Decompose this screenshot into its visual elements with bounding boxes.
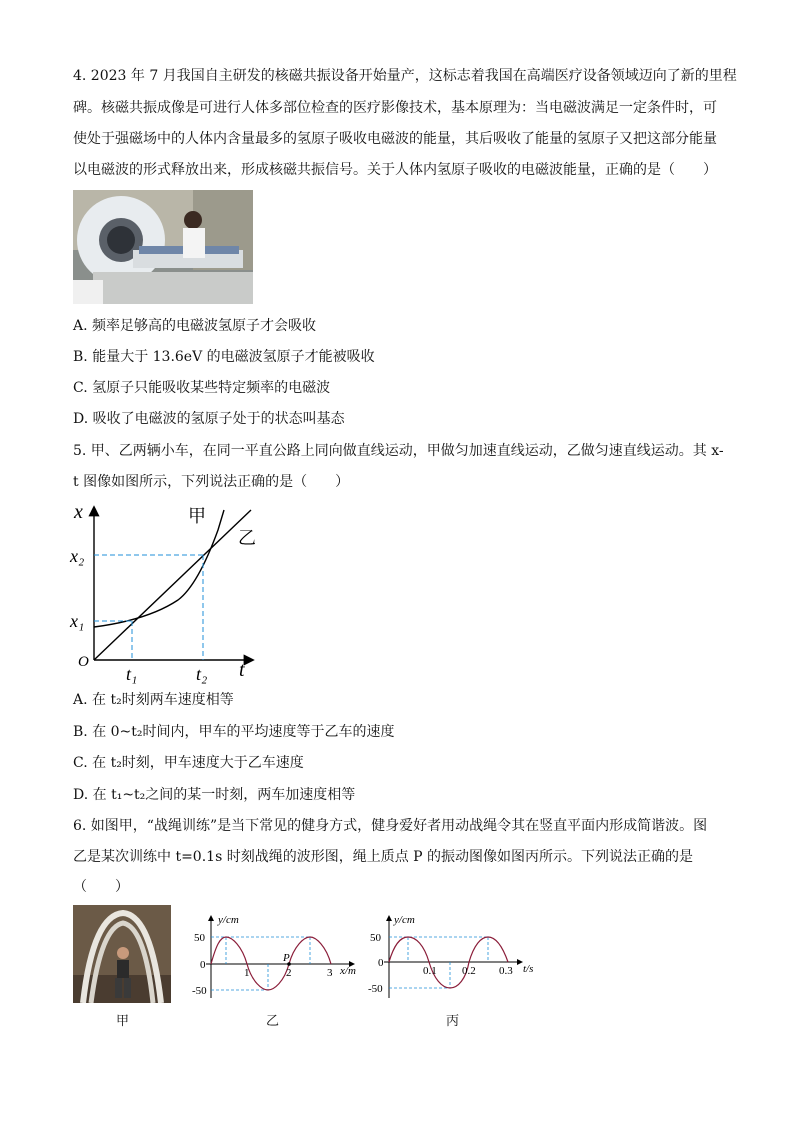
- q6-line-1: 6. 如图甲，“战绳训练”是当下常见的健身方式，健身爱好者用动战绳令其在竖直平面内形成简谐波。图: [73, 818, 708, 834]
- tick-t1: t₁: [126, 664, 138, 684]
- tick-x2: x₂: [70, 546, 85, 566]
- q4-option-a: A. 频率足够高的电磁波氢原子才会吸收: [73, 318, 317, 334]
- wave-tick-50: 50: [194, 932, 205, 944]
- vib-tick-neg50: -50: [368, 983, 383, 995]
- vibration-graph: [368, 910, 540, 1002]
- wave-tick-3: 3: [327, 967, 333, 979]
- q5-line-2: t 图像如图所示，下列说法正确的是（ ）: [73, 474, 350, 490]
- q4-line-3: 使处于强磁场中的人体内含量最多的氢原子吸收电磁波的能量，其后吸收了能量的氢原子又把这部分能量: [73, 131, 717, 147]
- vib-tick-02: 0.2: [462, 965, 476, 977]
- wave-tick-neg50: -50: [192, 985, 207, 997]
- wave-tick-2: 2: [286, 967, 292, 979]
- q5-option-a: A. 在 t₂时刻两车速度相等: [73, 692, 234, 708]
- wave-graph: [192, 910, 362, 1002]
- vib-tick-01: 0.1: [423, 965, 437, 977]
- x-axis-label: t: [239, 659, 245, 681]
- label-jia: 甲: [188, 506, 206, 526]
- vib-tick-50: 50: [370, 932, 381, 944]
- tick-x1: x₁: [70, 611, 85, 631]
- label-yi: 乙: [238, 528, 256, 548]
- q6-line-2: 乙是某次训练中 t=0.1s 时刻战绳的波形图，绳上质点 P 的振动图像如图丙所示。下列说法正确的是: [73, 849, 694, 865]
- q4-line-4: 以电磁波的形式释放出来，形成核磁共振信号。关于人体内氢原子吸收的电磁波能量，正确的是（ ）: [73, 162, 717, 178]
- tick-t2: t₂: [196, 664, 208, 684]
- q5-option-c: C. 在 t₂时刻，甲车速度大于乙车速度: [73, 755, 304, 771]
- q5-option-d: D. 在 t₁~t₂之间的某一时刻，两车加速度相等: [73, 787, 356, 803]
- wave-point-label: P: [283, 952, 290, 964]
- origin-label: O: [78, 654, 89, 670]
- vib-y-label: y/cm: [394, 914, 415, 926]
- wave-tick-0: 0: [200, 959, 206, 971]
- vib-tick-03: 0.3: [499, 965, 513, 977]
- y-axis-label: x: [74, 501, 83, 523]
- q4-option-c: C. 氢原子只能吸收某些特定频率的电磁波: [73, 380, 331, 396]
- q4-option-d: D. 吸收了电磁波的氢原子处于的状态叫基态: [73, 411, 345, 427]
- q5-option-b: B. 在 0~t₂时间内，甲车的平均速度等于乙车的速度: [73, 724, 395, 740]
- xt-graph: [68, 500, 268, 690]
- q6-line-3: （ ）: [73, 879, 129, 895]
- q5-line-1: 5. 甲、乙两辆小车，在同一平直公路上同向做直线运动，甲做匀加速直线运动，乙做匀速直线运动。其 x-: [73, 443, 724, 459]
- vib-tick-0: 0: [378, 957, 384, 969]
- mri-photo: [73, 190, 253, 304]
- caption-jia: 甲: [116, 1014, 130, 1029]
- q4-line-2: 碑。核磁共振成像是可进行人体多部位检查的医疗影像技术，基本原理为：当电磁波满足一定条件时，可: [73, 100, 717, 116]
- wave-tick-1: 1: [244, 967, 250, 979]
- wave-x-label: x/m: [340, 965, 356, 977]
- vib-x-label: t/s: [523, 963, 534, 975]
- q4-option-b: B. 能量大于 13.6eV 的电磁波氢原子才能被吸收: [73, 349, 375, 365]
- q4-line-1: 4. 2023 年 7 月我国自主研发的核磁共振设备开始量产，这标志着我国在高端医疗设备领域迈向了新的里程: [73, 68, 737, 84]
- battle-rope-photo: [73, 905, 171, 1003]
- caption-yi: 乙: [266, 1014, 280, 1029]
- caption-bing: 丙: [446, 1014, 460, 1029]
- line-yi: [94, 510, 251, 660]
- wave-y-label: y/cm: [218, 914, 239, 926]
- curve-jia: [94, 510, 224, 627]
